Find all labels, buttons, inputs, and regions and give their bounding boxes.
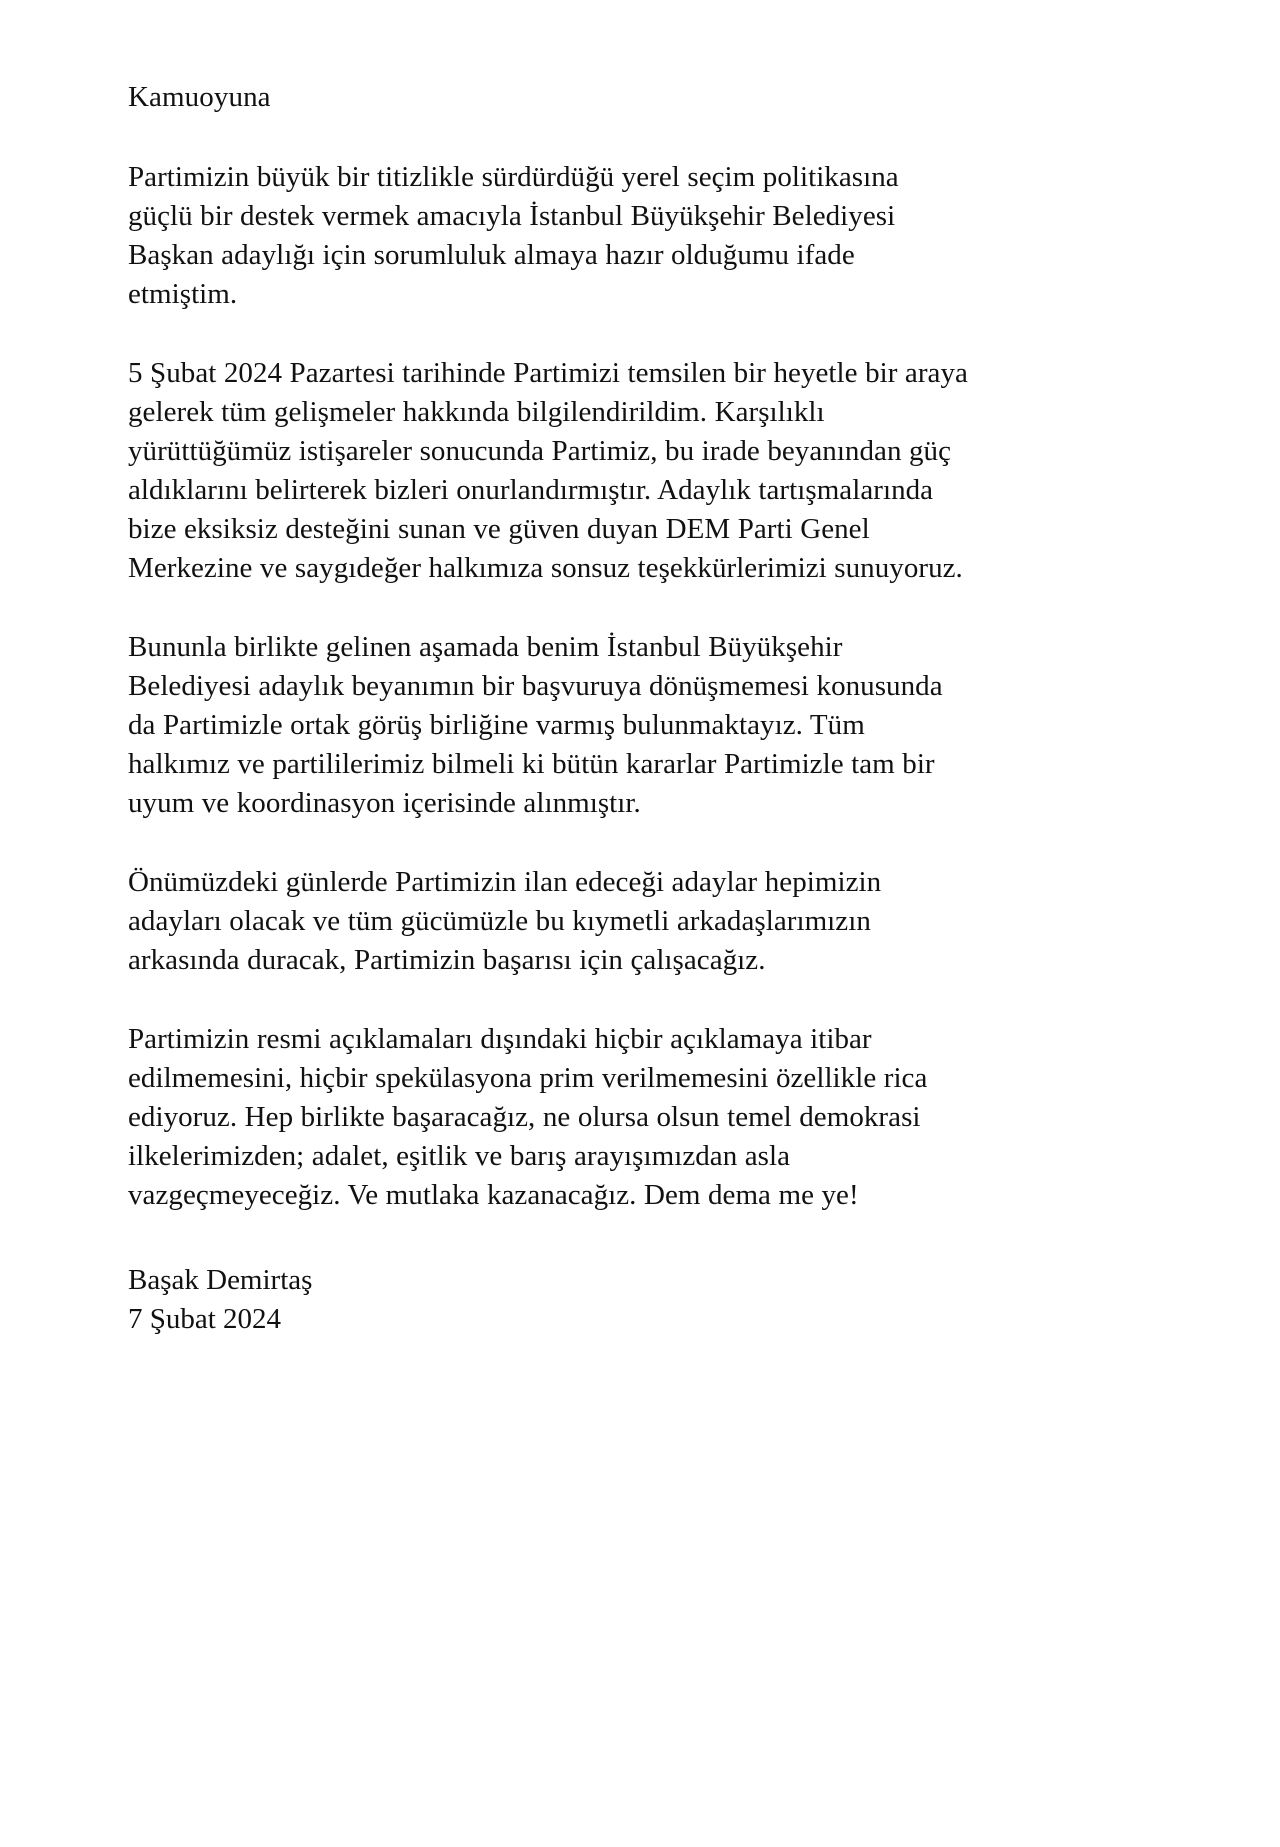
signature-block [128,1261,968,1339]
paragraph-2: 5 Şubat 2024 Pazartesi tarihinde Partimizi temsilen bir heyetle bir araya gelerek tüm gelişmeler hakkında bilgilendirildim. Karşılıklı yürüttüğümüz istişareler sonucunda Partimiz, bu irade beyanından güç aldıklarını belirterek bizleri onurlandırmıştır. Adaylık tartışmalarında bize eksiksiz desteğini sunan ve güven duyan DEM Parti Genel Merkezine ve saygıdeğer halkımıza sonsuz teşekkürlerimizi sunuyoruz. [128,357,976,584]
paragraph-1: Partimizin büyük bir titizlikle sürdürdüğü yerel seçim politikasına güçlü bir destek vermek amacıyla İstanbul Büyükşehir Belediyesi Başkan adaylığı için sorumluluk almaya hazır olduğumu ifade etmiştim. [128,161,907,310]
document-body [128,78,976,1339]
salutation: Kamuoyuna [128,81,271,113]
paragraph-3: Bununla birlikte gelinen aşamada benim İstanbul Büyükşehir Belediyesi adaylık beyanımın bir başvuruya dönüşmemesi konusunda da Partimizle ortak görüş birliğine varmış bulunmaktayız. Tüm halkımız ve partililerimiz bilmeli ki bütün kararlar Partimizle tam bir uyum ve koordinasyon içerisinde alınmıştır. [128,631,951,819]
paragraph-5: Partimizin resmi açıklamaları dışındaki hiçbir açıklamaya itibar edilmemesini, hiçbir spekülasyona prim verilmemesini özellikle rica ediyoruz. Hep birlikte başaracağız, ne olursa olsun temel demokrasi ilkelerimizden; adalet, eşitlik ve barış arayışımızdan asla vazgeçmeyeceğiz. Ve mutlaka kazanacağız. Dem dema me ye! [128,1023,935,1211]
paragraph-4: Önümüzdeki günlerde Partimizin ilan edeceği adaylar hepimizin adayları olacak ve tüm gücümüzle bu kıymetli arkadaşlarımızın arkasında duracak, Partimizin başarısı için çalışacağız. [128,866,889,976]
signature-date: 7 Şubat 2024 [128,1303,282,1335]
signature-name: Başak Demirtaş [128,1264,313,1296]
